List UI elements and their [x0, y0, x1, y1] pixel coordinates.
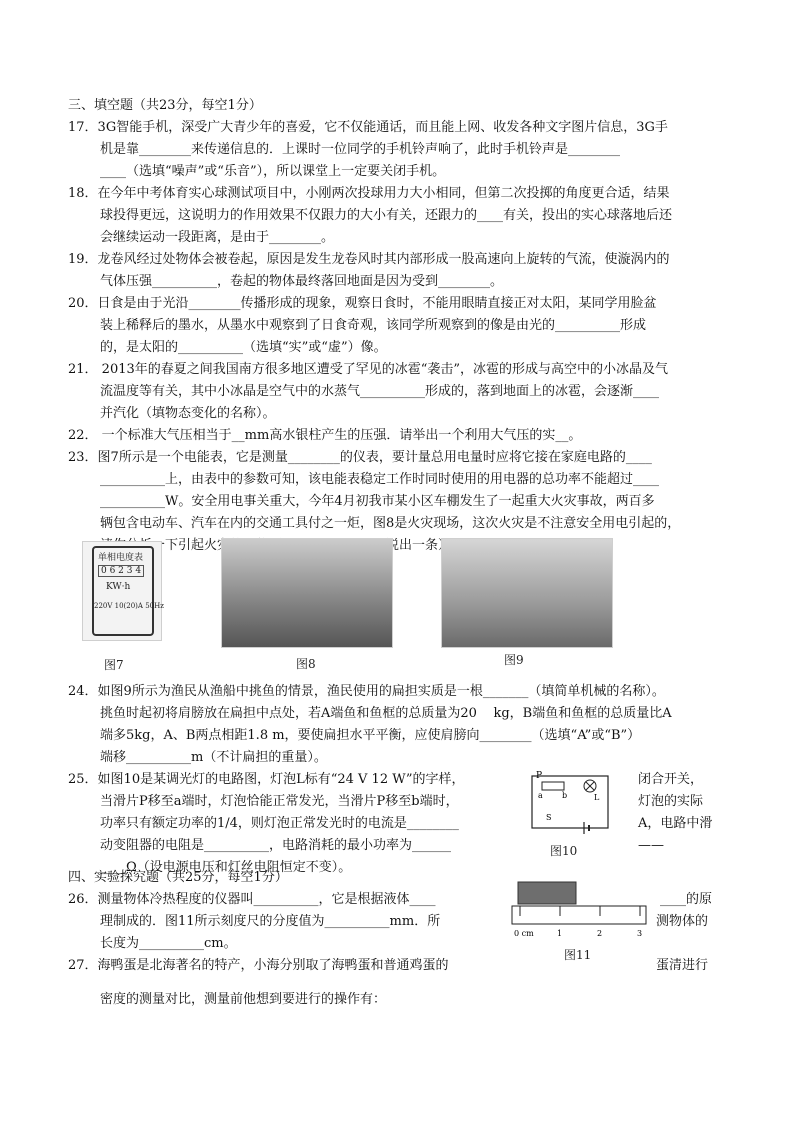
q20-line-3: 的，是太阳的__________（选填“实”或“虚”）像。 [100, 340, 387, 355]
figure-9-caption: 图9 [504, 653, 524, 667]
q26-line-2: 理制成的．图11所示刻度尺的分度值为__________mm．所 [100, 914, 441, 929]
q25-line-3: 功率只有额定功率的1/4，则灯泡正常发光时的电流是________ [100, 816, 459, 831]
q19-line-1: 19．龙卷风经过处物体会被卷起，原因是发生龙卷风时其内部形成一股高速向上旋转的气流，使漩涡内的 [68, 252, 670, 267]
ruler-label-2: 2 [597, 929, 603, 938]
circuit-label-a: a [538, 791, 543, 800]
q17-line-3: ____（选填“噪声”或“乐音”），所以课堂上一定要关闭手机。 [100, 164, 446, 179]
q25-side-2: 灯泡的实际 [638, 794, 704, 809]
figure-11-caption: 图11 [564, 948, 592, 962]
meter-title: 单相电度表 [98, 553, 144, 563]
q23-line-1: 23．图7所示是一个电能表，它是测量________的仪表，要计量总用电量时应将它接在家庭电路的____ [68, 450, 652, 465]
q25-side-4: —— [638, 838, 664, 853]
q23-line-4: 辆包含电动车、汽车在内的交通工具付之一炬，图8是火灾现场，这次火灾是不注意安全用电引起的， [100, 516, 681, 531]
figure-9-photo [441, 538, 613, 648]
q18-line-2: 球投得更远，这说明力的作用效果不仅跟力的大小有关，还跟力的____有关，投出的实心球落地后还 [100, 208, 673, 223]
figure-7-caption: 图7 [104, 658, 124, 672]
q24-line-4: 端移__________m（不计扁担的重量）。 [100, 750, 327, 765]
measured-block [518, 882, 576, 904]
section-title-experiment: 四、实验探究题（共25分，每空1分） [68, 870, 288, 885]
q25-line-2: 当滑片P移至a端时，灯泡恰能正常发光，当滑片P移至b端时， [100, 794, 459, 809]
q25-side-3: A，电路中滑 [638, 816, 713, 831]
q20-line-1: 20．日食是由于光沿________传播形成的现象，观察日食时，不能用眼睛直接正对太阳，某同学用脸盆 [68, 296, 657, 311]
q27-side-1: 蛋清进行 [656, 958, 709, 973]
figure-8-photo [221, 538, 393, 648]
circuit-label-l: L [594, 793, 600, 802]
circuit-label-p: P [536, 771, 543, 781]
ruler-label-0: 0 cm [514, 929, 534, 938]
q21-line-3: 并汽化（填物态变化的名称）。 [100, 406, 276, 421]
q25-line-1: 25．如图10是某调光灯的电路图，灯泡L标有“24 V 12 W”的字样， [68, 772, 465, 787]
q18-line-1: 18．在今年中考体育实心球测试项目中，小刚两次投球用力大小相同，但第二次投掷的角度更合适，结果 [68, 186, 670, 201]
rheostat-icon [542, 782, 564, 790]
q20-line-2: 装上稀释后的墨水，从墨水中观察到了日食奇观，该同学所观察到的像是由光的__________形成 [100, 318, 647, 333]
ruler-label-1: 1 [557, 929, 563, 938]
q24-line-2: 挑鱼时起初将肩膀放在扁担中点处，若A端鱼和鱼框的总质量为20 kg，B端鱼和鱼框的总质量比A [100, 706, 672, 721]
meter-unit: KW·h [106, 582, 131, 592]
q23-line-2: __________上，由表中的参数可知，该电能表稳定工作时同时使用的用电器的总功率不能超过____ [100, 472, 660, 487]
figure-11-ruler [506, 880, 652, 940]
meter-digits: 0 6 2 3 4 [98, 565, 144, 577]
q27-line-1: 27．海鸭蛋是北海著名的特产，小海分别取了海鸭蛋和普通鸡蛋的 [68, 958, 449, 973]
figure-10-caption: 图10 [550, 844, 578, 858]
q25-line-4: 动变阻器的电阻是__________，电路消耗的最小功率为______ [100, 838, 452, 853]
section-title-fill-in: 三、填空题（共23分，每空1分） [68, 98, 262, 113]
circuit-label-b: b [562, 791, 568, 800]
q26-line-1: 26．测量物体冷热程度的仪器叫__________，它是根据液体____ [68, 892, 436, 907]
meter-spec: 220V 10(20)A 50Hz [94, 602, 164, 610]
ruler-body [512, 906, 646, 924]
q26-side-2: 测物体的 [656, 914, 709, 929]
q19-line-2: 气体压强__________，卷起的物体最终落回地面是因为受到________。 [100, 274, 504, 289]
q21-line-1: 21． 2013年的春夏之间我国南方很多地区遭受了罕见的冰雹“袭击”，冰雹的形成与高空中的小冰晶及气 [68, 362, 669, 377]
q17-line-1: 17．3G智能手机，深受广大青少年的喜爱，它不仅能通话，而且能上网、收发各种文字图片信息，3G手 [68, 120, 668, 135]
circuit-label-s: S [546, 813, 552, 822]
q25-line-5: ____Ω（设电源电压和灯丝电阻恒定不变）。 [100, 860, 352, 875]
q26-side-1: ____的原 [660, 892, 713, 907]
q22-line-1: 22． 一个标准大气压相当于__mm高水银柱产生的压强．请举出一个利用大气压的实__。 [68, 428, 582, 443]
figure-8-caption: 图8 [296, 657, 316, 671]
q26-line-3: 长度为__________cm。 [100, 936, 237, 951]
q17-line-2: 机是靠________来传递信息的．上课时一位同学的手机铃声响了，此时手机铃声是________ [100, 142, 621, 157]
q24-line-1: 24．如图9所示为渔民从渔船中挑鱼的情景，渔民使用的扁担实质是一根_______（填简单机械的名称）。 [68, 684, 665, 699]
q24-line-3: 端多5kg，A、B两点相距1.8 m，要使扁担水平平衡，应使肩膀向________（选填“A”或“B”） [100, 728, 641, 743]
q21-line-2: 流温度等有关，其中小冰晶是空气中的水蒸气__________形成的，落到地面上的冰雹，会逐渐____ [100, 384, 660, 399]
q23-line-3: __________W。安全用电事关重大，今年4月初我市某小区车棚发生了一起重大火灾事故，两百多 [100, 494, 655, 509]
q25-side-1: 闭合开关， [638, 772, 704, 787]
ruler-label-3: 3 [637, 929, 643, 938]
q27-line-2: 密度的测量对比，测量前他想到要进行的操作有： [100, 992, 387, 1007]
q18-line-3: 会继续运动一段距离，是由于________。 [100, 230, 335, 245]
